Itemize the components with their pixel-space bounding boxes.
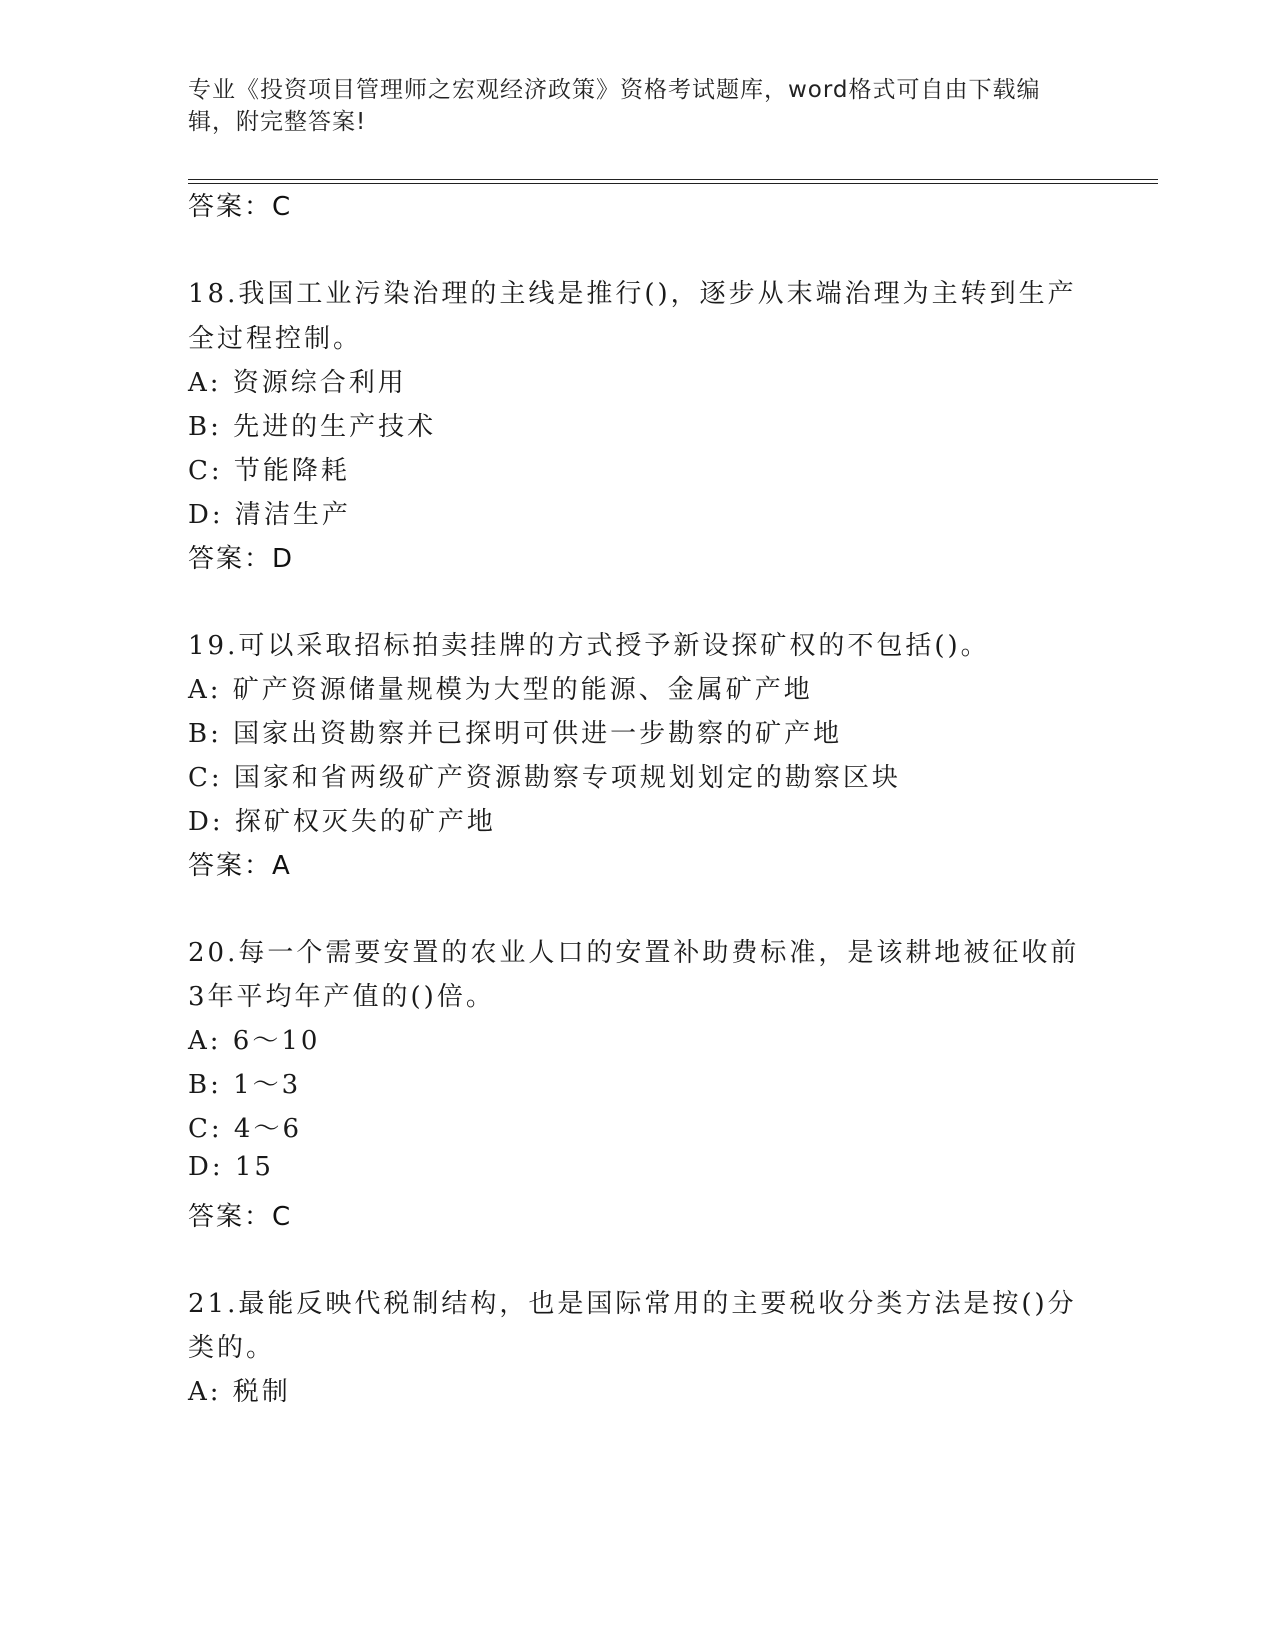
option-a: A: 6～10 (188, 1026, 321, 1056)
option-b: B: 先进的生产技术 (188, 412, 437, 442)
option-b: B: 1～3 (188, 1070, 302, 1100)
answer-line: 答案：C (188, 1202, 293, 1232)
question-stem-continued: 3年平均年产值的()倍。 (188, 982, 495, 1012)
option-d: D: 探矿权灭失的矿产地 (188, 807, 496, 837)
option-a: A: 矿产资源储量规模为大型的能源、金属矿产地 (188, 675, 813, 705)
option-c: C: 国家和省两级矿产资源勘察专项规划划定的勘察区块 (188, 763, 901, 793)
question-stem: 20.每一个需要安置的农业人口的安置补助费标准，是该耕地被征收前 (188, 938, 1080, 968)
question-stem: 19.可以采取招标拍卖挂牌的方式授予新设探矿权的不包括()。 (188, 631, 990, 661)
option-d: D: 清洁生产 (188, 500, 351, 530)
option-b: B: 国家出资勘察并已探明可供进一步勘察的矿产地 (188, 719, 843, 749)
option-a: A: 资源综合利用 (188, 368, 407, 398)
answer-line: 答案：C (188, 192, 293, 222)
option-d: D: 15 (188, 1152, 274, 1182)
question-stem: 21.最能反映代税制结构，也是国际常用的主要税收分类方法是按()分 (188, 1289, 1077, 1319)
answer-line: 答案：D (188, 544, 295, 574)
document-header: 专业《投资项目管理师之宏观经济政策》资格考试题库，word格式可自由下载编辑，附完整答案! (188, 77, 1041, 135)
answer-line: 答案：A (188, 851, 292, 881)
option-c: C: 4～6 (188, 1114, 303, 1144)
question-stem: 18.我国工业污染治理的主线是推行()，逐步从末端治理为主转到生产 (188, 279, 1077, 309)
option-a: A: 税制 (188, 1377, 291, 1407)
option-c: C: 节能降耗 (188, 456, 350, 486)
header-divider-double (188, 183, 1158, 184)
question-stem-continued: 全过程控制。 (188, 324, 363, 354)
question-stem-continued: 类的。 (188, 1333, 276, 1363)
header-divider (188, 179, 1158, 180)
